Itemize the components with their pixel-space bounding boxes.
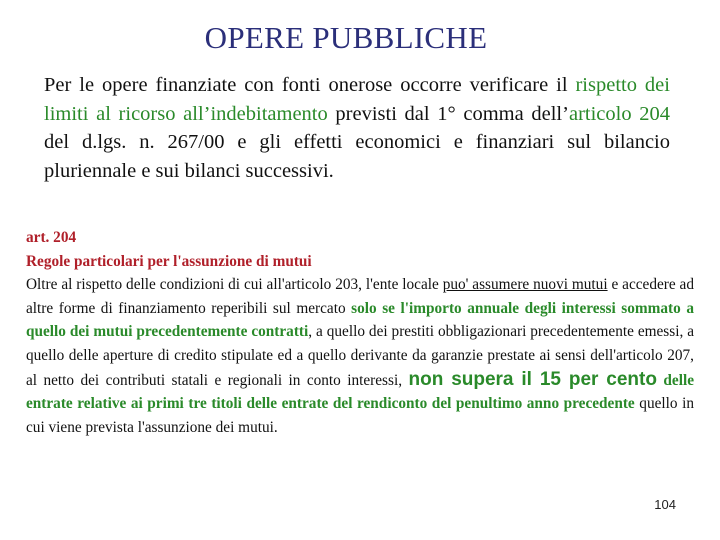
intro-highlight-article: articolo 204 <box>568 102 670 125</box>
intro-text-1: Per le opere finanziate con fonti onerose occorre verificare il <box>44 74 576 96</box>
article-highlight-15-percent: non supera il 15 per cento <box>408 368 657 390</box>
page-title: OPERE PUBBLICHE <box>204 20 488 55</box>
article-block <box>26 226 694 439</box>
article-heading: Regole particolari per l'assunzione di mutui <box>26 252 312 270</box>
article-text-4: quello in cui viene prevista l'assunzione dei mutui. <box>26 395 694 436</box>
intro-text-2: previsti dal 1° comma dell’ <box>327 102 569 125</box>
intro-highlight-limits: rispetto dei limiti al ricorso all’indebitamento <box>44 74 670 125</box>
article-highlight-interessi: solo se l'importo annuale degli interessi sommato a quello dei mutui precedentemente contratti <box>26 299 694 341</box>
article-underlined-mutui: puo' assumere nuovi mutui <box>442 276 608 294</box>
article-text-1: Oltre al rispetto delle condizioni di cui all'articolo 203, l'ente locale <box>26 276 443 294</box>
article-highlight-entrate: delle entrate relative ai primi tre titoli delle entrate del rendiconto del penultimo anno precedente <box>26 371 694 413</box>
article-text-3: , a quello dei prestiti obbligazionari precedentemente emessi, a quello delle aperture di credito stipulate ed a quello derivante da garanzie prestate ai sensi dell'articolo 207, al netto dei contributi statali e regionali in conto interessi, <box>26 323 694 389</box>
article-body <box>26 276 694 436</box>
intro-text-3: del d.lgs. n. 267/00 e gli effetti economici e finanziari sul bilancio pluriennale e sui bilanci successivi. <box>44 131 670 182</box>
article-text-2: e accedere ad altre forme di finanziamento reperibili sul mercato <box>26 276 694 317</box>
page-number: 104 <box>654 497 676 512</box>
article-number: art. 204 <box>26 229 77 246</box>
intro-paragraph <box>44 71 670 185</box>
